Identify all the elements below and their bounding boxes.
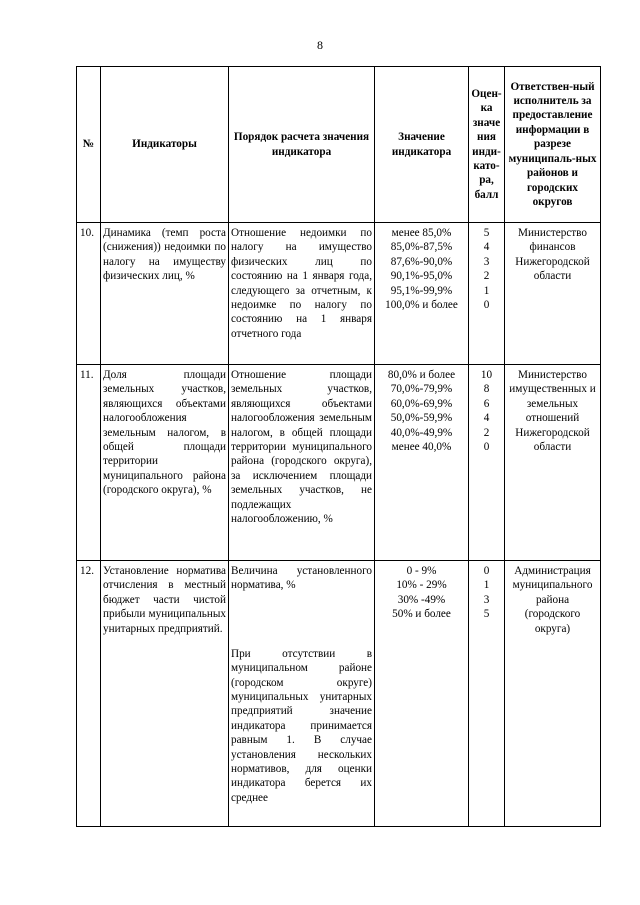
score-item: 1 bbox=[483, 579, 490, 592]
row-scores bbox=[469, 365, 505, 561]
value-item: 50,0%-59,9% bbox=[390, 412, 453, 425]
row-num: 11. bbox=[77, 365, 101, 561]
table-row bbox=[77, 561, 601, 827]
value-item: менее 40,0% bbox=[391, 441, 452, 454]
calc-part1: Величина установленного норматива, % bbox=[231, 565, 372, 592]
score-item: 4 bbox=[483, 412, 490, 425]
score-item: 0 bbox=[483, 441, 490, 454]
row-responsible: Министерство финансов Нижегородской области bbox=[505, 223, 601, 365]
score-item: 2 bbox=[483, 270, 490, 283]
header-score: Оцен-ка значе ния инди-като-ра, балл bbox=[469, 67, 505, 223]
value-item: 100,0% и более bbox=[385, 299, 458, 312]
score-item: 4 bbox=[483, 241, 490, 254]
value-item: 0 - 9% bbox=[406, 565, 437, 577]
row-indicator: Доля площади земельных участков, являющихся объектами налогообложения земельным налогом, в общей площади территории муниципального района (городского округа), % bbox=[101, 365, 229, 561]
row-calc: Отношение площади земельных участков, являющихся объектами налогообложения земельным налогом, в общей площади территории муниципального района (городского округа), за исключением площади земельных участков, не подлежащих налогообложению, % bbox=[229, 365, 375, 561]
value-item: 10% - 29% bbox=[396, 579, 447, 592]
row-indicator: Установление норматива отчисления в местный бюджет части чистой прибыли муниципальных унитарных предприятий. bbox=[101, 561, 229, 827]
row-calc: Отношение недоимки по налогу на имущество физических лиц по состоянию на 1 января года, следующего за отчетным, к недоимке по налогу по состоянию на 1 января отчетного года bbox=[229, 223, 375, 365]
table-row bbox=[77, 223, 601, 365]
row-values bbox=[375, 365, 469, 561]
calc-part2: При отсутствии в муниципальном районе (городском округе) муниципальных унитарных предприятий значение индикатора принимается равным 1. В случае установления нескольких нормативов, для оценки индикатора берется их среднее bbox=[231, 647, 372, 804]
value-item: 50% и более bbox=[392, 608, 451, 621]
row-values bbox=[375, 561, 469, 827]
value-item: менее 85,0% bbox=[391, 227, 452, 239]
row-scores bbox=[469, 561, 505, 827]
score-item: 3 bbox=[483, 593, 490, 606]
score-item: 1 bbox=[483, 284, 490, 297]
page-number: 8 bbox=[317, 38, 323, 52]
header-indicators: Индикаторы bbox=[101, 67, 229, 223]
table-header-row bbox=[77, 67, 601, 223]
value-item: 80,0% и более bbox=[387, 369, 456, 381]
value-item: 60,0%-69,9% bbox=[390, 397, 453, 410]
header-num: № bbox=[77, 67, 101, 223]
value-item: 95,1%-99,9% bbox=[390, 284, 453, 297]
score-item: 8 bbox=[483, 383, 490, 396]
row-calc bbox=[229, 561, 375, 827]
value-item: 87,6%-90,0% bbox=[390, 255, 453, 268]
row-values bbox=[375, 223, 469, 365]
row-responsible: Администрация муниципального района (городского округа) bbox=[505, 561, 601, 827]
row-num: 10. bbox=[77, 223, 101, 365]
indicators-table bbox=[76, 66, 601, 827]
row-indicator: Динамика (темп роста (снижения)) недоимки по налогу на имуществу физических лиц, % bbox=[101, 223, 229, 365]
header-responsible: Ответствен-ный исполнитель за предоставление информации в разрезе муниципаль-ных районов и городских округов bbox=[505, 67, 601, 223]
score-item: 0 bbox=[483, 565, 490, 577]
score-item: 3 bbox=[483, 255, 490, 268]
value-item: 85,0%-87,5% bbox=[390, 241, 453, 254]
header-value: Значение индикатора bbox=[375, 67, 469, 223]
row-num: 12. bbox=[77, 561, 101, 827]
score-item: 6 bbox=[483, 397, 490, 410]
score-item: 5 bbox=[483, 227, 490, 239]
score-item: 10 bbox=[480, 369, 493, 381]
header-calc: Порядок расчета значения индикатора bbox=[229, 67, 375, 223]
calc-spacer bbox=[231, 593, 372, 647]
value-item: 90,1%-95,0% bbox=[390, 270, 453, 283]
value-item: 40,0%-49,9% bbox=[390, 426, 453, 439]
value-item: 70,0%-79,9% bbox=[390, 383, 453, 396]
value-item: 30% -49% bbox=[397, 593, 446, 606]
score-item: 5 bbox=[483, 608, 490, 621]
table-row bbox=[77, 365, 601, 561]
row-responsible: Министерство имущественных и земельных отношений Нижегородской области bbox=[505, 365, 601, 561]
row-scores bbox=[469, 223, 505, 365]
score-item: 2 bbox=[483, 426, 490, 439]
score-item: 0 bbox=[483, 299, 490, 312]
